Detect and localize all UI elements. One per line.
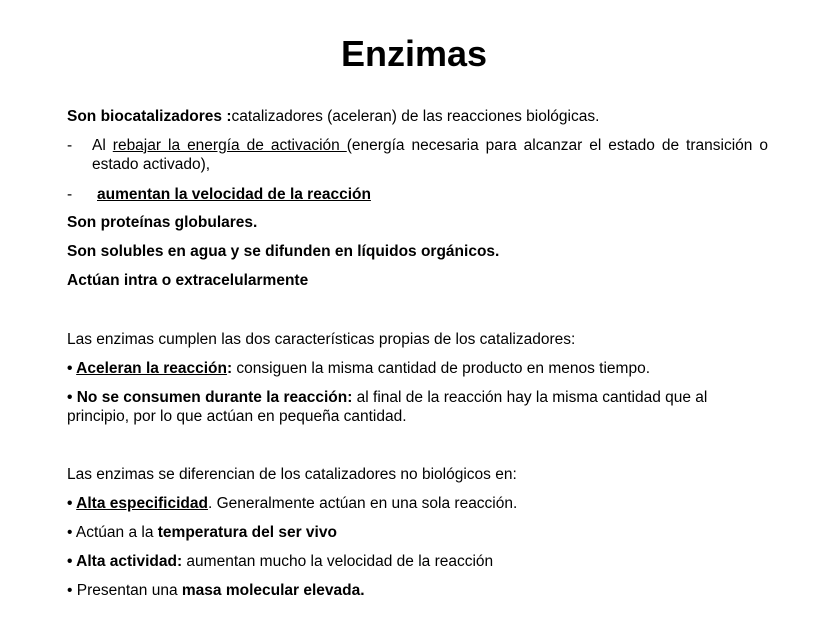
bullet-dash: - <box>67 186 73 203</box>
activation-energy-item <box>92 136 768 174</box>
temperature-label: temperatura del ser vivo <box>157 524 337 541</box>
specificity-text: . Generalmente actúan en una sola reacción. <box>207 495 518 512</box>
activity-label: Alta actividad: <box>76 553 183 570</box>
temperature-pre: Actúan a la <box>75 524 158 541</box>
accelerate-label: Aceleran la reacción <box>76 360 227 377</box>
definition-bold: Son biocatalizadores : <box>67 108 232 125</box>
mass-pre: Presentan una <box>76 582 182 599</box>
not-consumed-label: No se consumen durante la reacción: <box>76 389 353 406</box>
section2-item-not-consumed <box>67 388 747 426</box>
accelerate-text: consiguen la misma cantidad de producto en menos tiempo. <box>232 360 651 377</box>
activation-underlined: rebajar la energía de activación <box>112 137 347 154</box>
section2-intro: Las enzimas cumplen las dos características propias de los catalizadores: <box>67 331 576 348</box>
bullet-dash: - <box>67 137 73 154</box>
definition-line <box>67 107 767 126</box>
fact-globular <box>67 213 767 232</box>
section3-intro: Las enzimas se diferencian de los catalizadores no biológicos en: <box>67 466 517 483</box>
section3-item-specificity <box>67 494 767 513</box>
mass-label: masa molecular elevada. <box>181 582 365 599</box>
specificity-label: Alta especificidad <box>76 495 208 512</box>
activity-text: aumentan mucho la velocidad de la reacción <box>182 553 494 570</box>
fact-intra-extra-text: Actúan intra o extracelularmente <box>67 272 309 289</box>
accelerate-colon: : <box>226 360 233 377</box>
bullet-glyph: • <box>67 495 77 512</box>
definition-text: catalizadores (aceleran) de las reacciones biológicas. <box>231 108 600 125</box>
fact-globular-text: Son proteínas globulares. <box>67 214 258 231</box>
bullet-glyph: • <box>67 524 76 541</box>
section3-item-activity <box>67 552 767 571</box>
bullet-glyph: • <box>67 389 77 406</box>
activation-pre: Al <box>92 137 113 154</box>
bullet-glyph: • <box>67 360 77 377</box>
bullet-glyph: • <box>67 582 77 599</box>
fact-intra-extra <box>67 271 767 290</box>
fact-soluble <box>67 242 767 261</box>
activation-rest: (energía necesaria para alcanzar el estado de transición o estado activado), <box>92 137 768 173</box>
page-title: Enzimas <box>340 33 488 74</box>
fact-soluble-text: Son solubles en agua y se difunden en líquidos orgánicos. <box>67 243 500 260</box>
section3-item-mass <box>67 581 767 600</box>
speed-text: aumentan la velocidad de la reacción <box>97 186 371 203</box>
bullet-glyph: • <box>67 553 77 570</box>
section2-item-accelerate <box>67 359 767 378</box>
speed-item <box>97 185 773 204</box>
section3-item-temperature <box>67 523 767 542</box>
not-consumed-text: al final de la reacción hay la misma cantidad que al principio, por lo que actúan en pequeña cantidad. <box>67 389 708 425</box>
